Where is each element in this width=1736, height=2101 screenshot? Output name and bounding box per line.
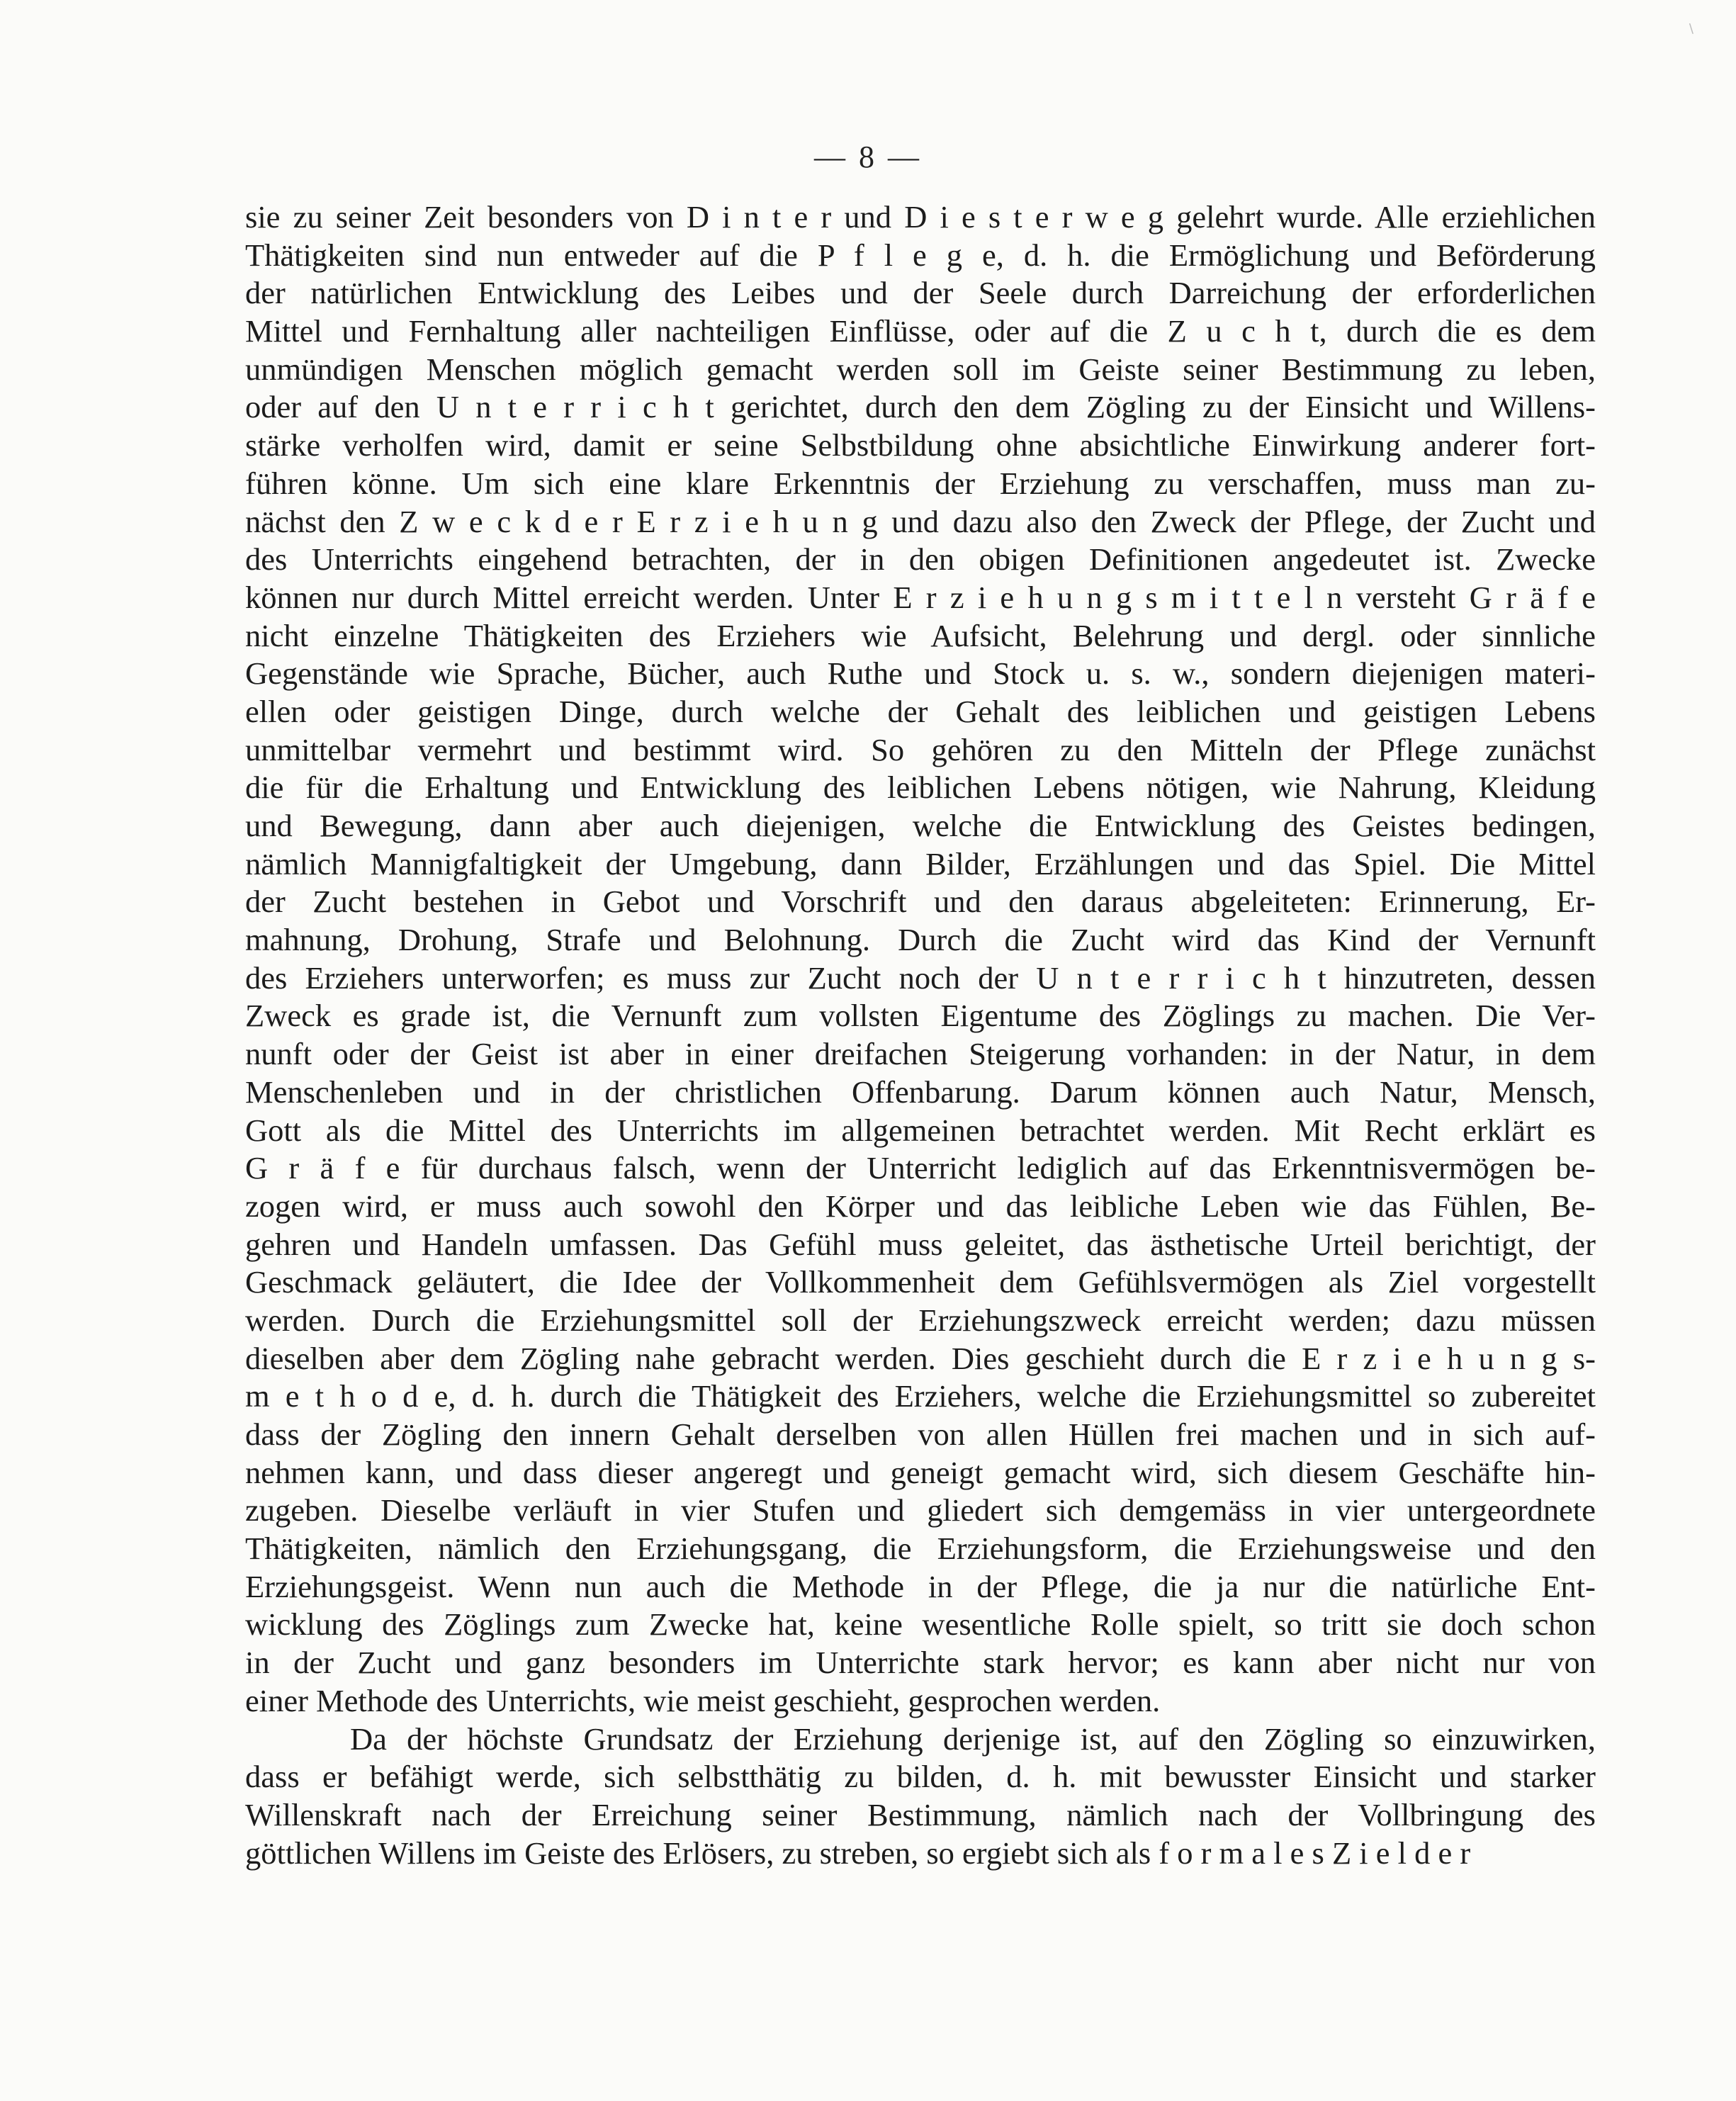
text-line: m e t h o d e, d. h. durch die Thätigkeit des Erziehers, welche die Erziehungsmittel so zubereitet	[245, 1378, 1596, 1414]
text-line: sie zu seiner Zeit besonders von D i n t e r und D i e s t e r w e g gelehrt wurde. Alle erziehlichen	[245, 199, 1596, 235]
text-line: Menschenleben und in der christlichen Offenbarung. Darum können auch Natur, Mensch,	[245, 1074, 1596, 1110]
text-line: Zweck es grade ist, die Vernunft zum vollsten Eigentume des Zöglings zu machen. Die Ver-	[245, 998, 1596, 1034]
text-line: Gegenstände wie Sprache, Bücher, auch Ruthe und Stock u. s. w., sondern diejenigen materi-	[245, 655, 1596, 692]
text-line: der Zucht bestehen in Gebot und Vorschrift und den daraus abgeleiteten: Erinnerung, Er-	[245, 884, 1596, 920]
text-line: Thätigkeiten, nämlich den Erziehungsgang, die Erziehungsform, die Erziehungsweise und den	[245, 1531, 1596, 1567]
page-number: — 8 —	[814, 140, 922, 174]
paragraph-1	[245, 198, 1596, 1720]
text-line: in der Zucht und ganz besonders im Unterrichte stark hervor; es kann aber nicht nur von	[245, 1645, 1596, 1681]
text-line: Mittel und Fernhaltung aller nachteiligen Einflüsse, oder auf die Z u c h t, durch die es dem	[245, 313, 1596, 349]
text-line: dieselben aber dem Zögling nahe gebracht werden. Dies geschieht durch die E r z i e h u n g s-	[245, 1340, 1596, 1376]
text-line: wicklung des Zöglings zum Zwecke hat, keine wesentliche Rolle spielt, so tritt sie doch schon	[245, 1606, 1596, 1643]
text-line: der natürlichen Entwicklung des Leibes und der Seele durch Darreichung der erforderlichen	[245, 275, 1596, 311]
text-line: unmündigen Menschen möglich gemacht werden soll im Geiste seiner Bestimmung zu leben,	[245, 351, 1596, 387]
text-line: dass der Zögling den innern Gehalt derselben von allen Hüllen frei machen und in sich auf-	[245, 1416, 1596, 1452]
text-line: Gott als die Mittel des Unterrichts im allgemeinen betrachtet werden. Mit Recht erklärt es	[245, 1112, 1596, 1148]
text-line: die für die Erhaltung und Entwicklung des leiblichen Lebens nötigen, wie Nahrung, Kleidung	[245, 770, 1596, 806]
text-line: Da der höchste Grundsatz der Erziehung derjenige ist, auf den Zögling so einzuwirken,	[350, 1720, 1596, 1757]
text-line: nämlich Mannigfaltigkeit der Umgebung, dann Bilder, Erzählungen und das Spiel. Die Mittel	[245, 845, 1596, 881]
body-text	[245, 198, 1596, 1872]
text-line: des Unterrichts eingehend betrachten, der in den obigen Definitionen angedeutet ist. Zwecke	[245, 541, 1596, 578]
text-line: gehren und Handeln umfassen. Das Gefühl muss geleitet, das ästhetische Urteil berichtigt, der	[245, 1226, 1596, 1262]
text-line: zogen wird, er muss auch sowohl den Körper und das leibliche Leben wie das Fühlen, Be-	[245, 1188, 1596, 1224]
text-line: oder auf den U n t e r r i c h t gerichtet, durch den dem Zögling zu der Einsicht und Willens-	[245, 389, 1596, 425]
text-line: Erziehungsgeist. Wenn nun auch die Methode in der Pflege, die ja nur die natürliche Ent-	[245, 1568, 1596, 1604]
paragraph-2	[245, 1720, 1596, 1873]
text-line: einer Methode des Unterrichts, wie meist geschieht, gesprochen werden.	[245, 1682, 1161, 1718]
text-line: G r ä f e für durchaus falsch, wenn der Unterricht lediglich auf das Erkenntnisvermögen be-	[245, 1150, 1596, 1186]
text-line: dass er befähigt werde, sich selbstthätig zu bilden, d. h. mit bewusster Einsicht und starker	[245, 1759, 1596, 1795]
text-line: nehmen kann, und dass dieser angeregt und geneigt gemacht wird, sich diesem Geschäfte hin-	[245, 1454, 1596, 1490]
text-line: und Bewegung, dann aber auch diejenigen, welche die Entwicklung des Geistes bedingen,	[245, 808, 1596, 843]
text-line: Willenskraft nach der Erreichung seiner Bestimmung, nämlich nach der Vollbringung des	[245, 1796, 1596, 1832]
text-line: unmittelbar vermehrt und bestimmt wird. So gehören zu den Mitteln der Pflege zunächst	[245, 731, 1596, 767]
text-line: Geschmack geläutert, die Idee der Vollkommenheit dem Gefühlsvermögen als Ziel vorgestellt	[245, 1264, 1596, 1300]
text-line: mahnung, Drohung, Strafe und Belohnung. Durch die Zucht wird das Kind der Vernunft	[245, 922, 1596, 958]
text-line: zugeben. Dieselbe verläuft in vier Stufen und gliedert sich demgemäss in vier untergeordnete	[245, 1492, 1596, 1528]
text-line: nunft oder der Geist ist aber in einer dreifachen Steigerung vorhanden: in der Natur, in dem	[245, 1036, 1596, 1072]
text-line: werden. Durch die Erziehungsmittel soll der Erziehungszweck erreicht werden; dazu müssen	[245, 1302, 1596, 1338]
corner-mark: \	[1689, 21, 1693, 36]
text-line: führen könne. Um sich eine klare Erkenntnis der Erziehung zu verschaffen, muss man zu-	[245, 465, 1596, 501]
text-line: nächst den Z w e c k d e r E r z i e h u n g und dazu also den Zweck der Pflege, der Zucht und	[245, 503, 1596, 539]
text-line: können nur durch Mittel erreicht werden. Unter E r z i e h u n g s m i t t e l n versteht G r ä f e	[245, 579, 1596, 615]
text-line: ellen oder geistigen Dinge, durch welche der Gehalt des leiblichen und geistigen Lebens	[245, 693, 1596, 729]
text-line: göttlichen Willens im Geiste des Erlösers, zu streben, so ergiebt sich als f o r m a l e s Z i e l d e r	[245, 1835, 1471, 1871]
text-line: des Erziehers unterworfen; es muss zur Zucht noch der U n t e r r i c h t hinzutreten, dessen	[245, 959, 1596, 996]
text-line: Thätigkeiten sind nun entweder auf die P f l e g e, d. h. die Ermöglichung und Beförderung	[245, 237, 1596, 273]
text-line: nicht einzelne Thätigkeiten des Erziehers wie Aufsicht, Belehrung und dergl. oder sinnliche	[245, 617, 1596, 653]
text-line: stärke verholfen wird, damit er seine Selbstbildung ohne absichtliche Einwirkung anderer fort-	[245, 427, 1596, 463]
